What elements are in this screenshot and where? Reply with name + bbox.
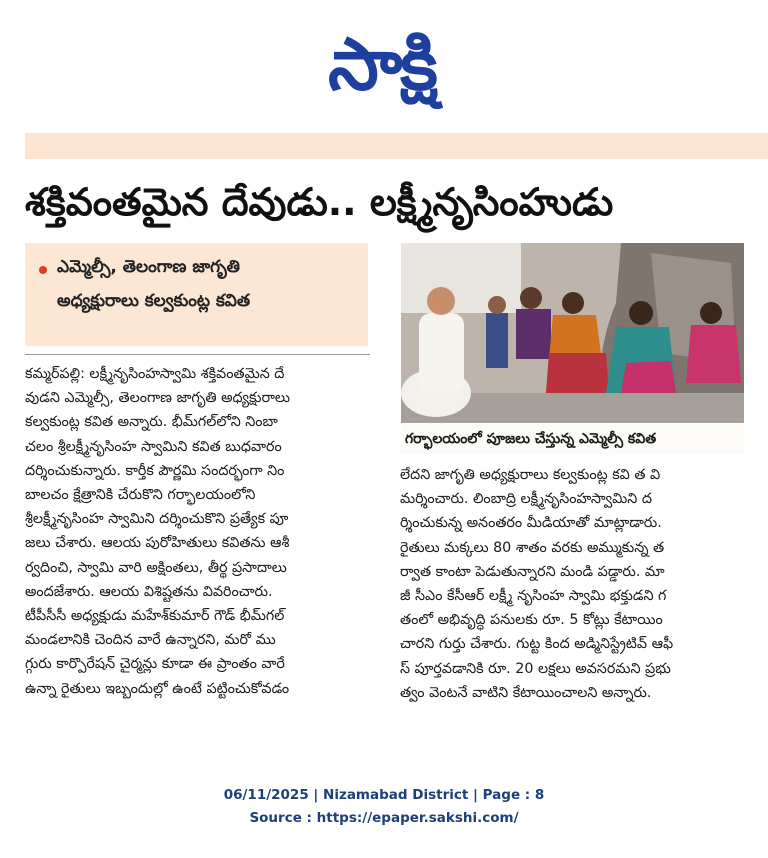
body-line: ర్వదించి, స్వామి వారి అక్షింతలు, తీర్థ ప్రసాదాలు xyxy=(25,559,287,576)
body-line: తంలో అభివృద్ధి పనులకు రూ. 5 కోట్లు కేటాయిం xyxy=(400,612,663,629)
photo-caption: గర్భాలయంలో పూజలు చేస్తున్న ఎమ్మెల్సీ కవిత xyxy=(401,424,744,454)
column-divider-left xyxy=(25,354,370,355)
body-line: స్ పూర్తవడానికి రూ. 20 లక్షలు అవసరమని ప్రభు xyxy=(400,660,671,677)
footer-source: Source : https://epaper.sakshi.com/ xyxy=(249,810,519,826)
body-line: అందజేశారు. ఆలయ విశిష్టతను వివరించారు. xyxy=(25,583,273,600)
article-deck xyxy=(25,243,368,346)
body-line: ర్శించుకున్న అనంతరం మీడియాతో మాట్లాడారు. xyxy=(400,515,662,532)
body-line: బాలచం క్షేత్రానికి చేరుకొని గర్భాలయంలోని xyxy=(25,487,256,504)
body-line: వుడని ఎమ్మెల్సీ, తెలంగాణ జాగృతి అధ్యక్షురాలు xyxy=(25,390,290,407)
masthead xyxy=(0,0,768,132)
body-line: జలు చేశారు. ఆలయ పురోహితులు కవితను ఆశీ xyxy=(25,535,290,552)
body-line: జీ సీఎం కేసీఆర్ లక్ష్మీ నృసింహ స్వామి భక్తుడని గ xyxy=(400,588,667,605)
body-line: టీపీసీసీ అధ్యక్షుడు మహేశ్‌కుమార్ గౌడ్ భీమ్‌గల్ xyxy=(25,608,285,625)
body-line: మండలానికి చెందిన వారే ఉన్నారని, మరో ము xyxy=(25,632,276,649)
article-headline: శక్తివంతమైన దేవుడు.. లక్ష్మీనృసింహుడు xyxy=(25,180,614,224)
body-line: గ్గురు కార్పొరేషన్ చైర్మన్లు కూడా ఈ ప్రాంతం వారే xyxy=(25,656,285,673)
article-column-1 xyxy=(25,362,370,701)
footer-edition-info: 06/11/2025 | Nizamabad District | Page : 8 xyxy=(223,787,545,803)
body-line: ర్వాత కాంటా పెడుతున్నారని మండి పడ్డారు. మా xyxy=(400,563,665,580)
body-line: చలం శ్రీలక్ష్మీనృసింహ స్వామిని కవిత బుధవారం xyxy=(25,438,282,455)
body-line: కల్వకుంట్ల కవిత అన్నారు. భీమ్‌గల్‌లోని నింబా xyxy=(25,414,278,431)
body-line: కమ్మర్‌పల్లి: లక్ష్మీనృసింహస్వామి శక్తివంతమైన దే xyxy=(25,366,285,382)
temple-photo-illustration xyxy=(401,243,744,423)
body-line: శ్రీలక్ష్మీనృసింహ స్వామిని దర్శించుకొని ప్రత్యేక పూ xyxy=(25,511,289,528)
body-line: త్వం వెంటనే వాటిని కేటాయించాలని అన్నారు. xyxy=(400,684,652,701)
deck-line-2: అధ్యక్షురాలు కల్వకుంట్ల కవిత xyxy=(57,291,251,311)
body-line: దర్శించుకున్నారు. కార్తీక పౌర్ణమి సందర్భంగా నిం xyxy=(25,462,285,479)
sakshi-logo: సాక్షి xyxy=(328,22,436,106)
bullet-icon xyxy=(39,266,47,274)
body-line: ఉన్నా రైతులు ఇబ్బందుల్లో ఉంటే పట్టించుకోవడం xyxy=(25,680,290,697)
body-line: చారని గుర్తు చేశారు. గుట్ట కింద అడ్మినిస్ట్రేటివ్ ఆఫీ xyxy=(400,636,674,653)
header-band xyxy=(25,133,768,159)
body-line: లేదని జాగృతి అధ్యక్షురాలు కల్వకుంట్ల కవి త వి xyxy=(400,467,661,483)
article-photo xyxy=(401,243,744,423)
body-line: మర్శించారు. లింబాద్రి లక్ష్మీనృసింహస్వామిని ద xyxy=(400,491,652,508)
deck-line-1: ఎమ్మెల్సీ, తెలంగాణ జాగృతి xyxy=(57,257,240,277)
body-line: రైతులు మక్కలు 80 శాతం వరకు అమ్ముకున్న త xyxy=(400,539,665,556)
article-column-2 xyxy=(400,463,745,705)
